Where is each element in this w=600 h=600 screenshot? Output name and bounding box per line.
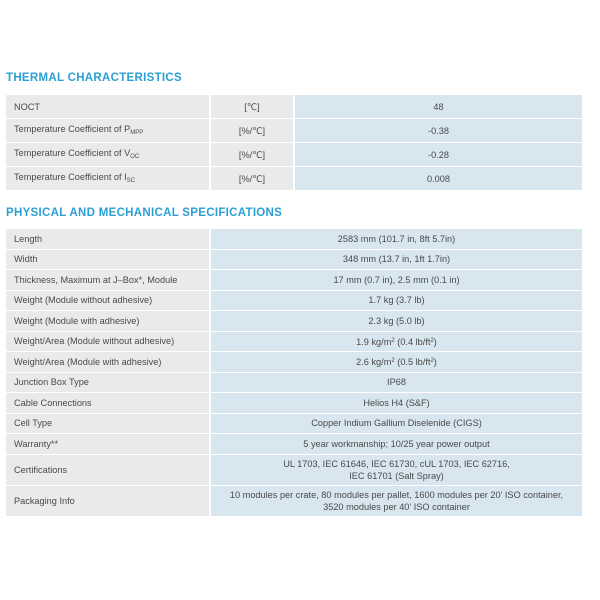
- spec-label: NOCT: [6, 95, 211, 119]
- spec-label: Junction Box Type: [6, 373, 211, 394]
- spec-value: Copper Indium Gallium Diselenide (CIGS): [211, 414, 582, 435]
- spec-label: Weight/Area (Module with adhesive): [6, 352, 211, 373]
- table-row: [6, 119, 582, 143]
- spec-label: Warranty**: [6, 434, 211, 455]
- table-row: [6, 95, 582, 119]
- spec-value: 17 mm (0.7 in), 2.5 mm (0.1 in): [211, 270, 582, 291]
- spec-value: Helios H4 (S&F): [211, 393, 582, 414]
- spec-value: 48: [295, 95, 582, 119]
- table-row: [6, 291, 582, 312]
- table-row: [6, 270, 582, 291]
- table-row: [6, 414, 582, 435]
- table-row: [6, 167, 582, 191]
- spec-label: Temperature Coefficient of $P_{MPP}$: [6, 119, 211, 143]
- physical-mechanical-specifications-title: PHYSICAL AND MECHANICAL SPECIFICATIONS: [6, 207, 283, 219]
- table-row: [6, 332, 582, 353]
- spec-unit: [%/℃]: [211, 167, 295, 191]
- spec-label: Thickness, Maximum at J–Box*, Module: [6, 270, 211, 291]
- spec-value: IP68: [211, 373, 582, 394]
- spec-value: 10 modules per crate, 80 modules per pallet, 1600 modules per 20' ISO container, 3520 modules per 40' ISO container: [211, 486, 582, 517]
- spec-label: Weight/Area (Module without adhesive): [6, 332, 211, 353]
- spec-value: 0.008: [295, 167, 582, 191]
- table-row: [6, 229, 582, 250]
- spec-label: Cable Connections: [6, 393, 211, 414]
- spec-label: Packaging Info: [6, 486, 211, 517]
- spec-value: 1.7 kg (3.7 lb): [211, 291, 582, 312]
- table-row: [6, 486, 582, 517]
- table-row: [6, 311, 582, 332]
- table-row: [6, 352, 582, 373]
- spec-value: -0.28: [295, 143, 582, 167]
- spec-value: 1.9 $kg/m^2$ (0.4 $lb/ft^2$): [211, 332, 582, 353]
- table-row: [6, 373, 582, 394]
- spec-value: -0.38: [295, 119, 582, 143]
- spec-value: 2583 mm (101.7 in, 8ft 5.7in): [211, 229, 582, 250]
- spec-value: 5 year workmanship; 10/25 year power output: [211, 434, 582, 455]
- table-row: [6, 393, 582, 414]
- spec-unit: [℃]: [211, 95, 295, 119]
- thermal-characteristics-title: THERMAL CHARACTERISTICS: [6, 72, 182, 84]
- spec-label: Temperature Coefficient of $V_{OC}$: [6, 143, 211, 167]
- table-row: [6, 455, 582, 486]
- physical-mechanical-specifications-table: [6, 229, 582, 517]
- thermal-characteristics-table: [6, 95, 582, 191]
- table-row: [6, 143, 582, 167]
- spec-label: Certifications: [6, 455, 211, 486]
- spec-value: 2.3 kg (5.0 lb): [211, 311, 582, 332]
- table-row: [6, 250, 582, 271]
- spec-unit: [%/℃]: [211, 143, 295, 167]
- spec-label: Length: [6, 229, 211, 250]
- spec-label: Temperature Coefficient of $I_{SC}$: [6, 167, 211, 191]
- spec-value: 348 mm (13.7 in, 1ft 1.7in): [211, 250, 582, 271]
- spec-label: Weight (Module without adhesive): [6, 291, 211, 312]
- spec-value: UL 1703, IEC 61646, IEC 61730, cUL 1703, IEC 62716, IEC 61701 (Salt Spray): [211, 455, 582, 486]
- spec-label: Cell Type: [6, 414, 211, 435]
- table-row: [6, 434, 582, 455]
- spec-value: 2.6 $kg/m^2$ (0.5 $lb/ft^2$): [211, 352, 582, 373]
- spec-label: Weight (Module with adhesive): [6, 311, 211, 332]
- spec-label: Width: [6, 250, 211, 271]
- spec-unit: [%/℃]: [211, 119, 295, 143]
